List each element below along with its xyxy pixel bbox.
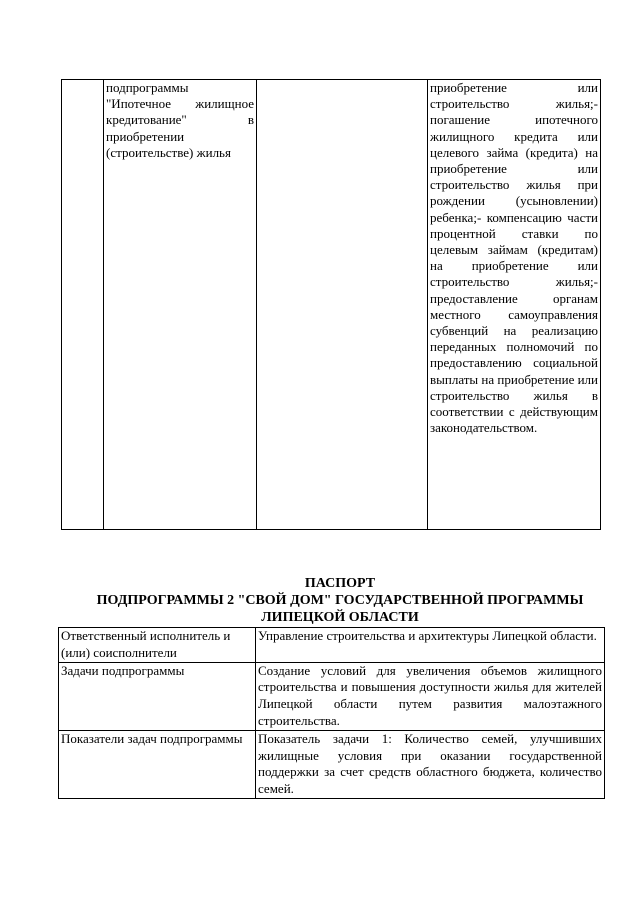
row-number-cell xyxy=(62,80,104,530)
row-value: Управление строительства и архитектуры Липецкой области. xyxy=(256,628,605,663)
passport-title-line2: ЛИПЕЦКОЙ ОБЛАСТИ xyxy=(261,610,419,625)
row-label: Задачи подпрограммы xyxy=(59,662,256,730)
continuation-table xyxy=(61,79,601,530)
passport-title-line1: ПОДПРОГРАММЫ 2 "СВОЙ ДОМ" ГОСУДАРСТВЕННОЙ ПРОГРАММЫ xyxy=(96,593,584,608)
table-row xyxy=(59,662,605,730)
row-label: Ответственный исполнитель и (или) соисполнители xyxy=(59,628,256,663)
row-label: Показатели задач подпрограммы xyxy=(59,730,256,798)
passport-heading: ПАСПОРТ xyxy=(304,576,376,591)
table-row xyxy=(62,80,601,530)
row-value: Показатель задачи 1: Количество семей, улучшивших жилищные условия при оказании государственной поддержки за счет средств областного бюджета, количество семей. xyxy=(256,730,605,798)
measures-cell: приобретение или строительство жилья;- погашение ипотечного жилищного кредита или целевого займа (кредита) на приобретение или строительство жилья при рождении (усыновлении) ребенка;- компенсацию части процентной ставки по целевым займам (кредитам) на приобретение или строительство жилья;- предоставление органам местного самоуправления субвенций на реализацию переданных полномочий по предоставлению социальной выплаты на приобретение или строительство жилья в соответствии с действующим законодательством. xyxy=(428,80,601,530)
empty-cell xyxy=(257,80,428,530)
row-value: Создание условий для увеличения объемов жилищного строительства и повышения доступности жилья для жителей Липецкой области путем развития малоэтажного строительства. xyxy=(256,662,605,730)
table-row xyxy=(59,730,605,798)
subprogram-name-cell: подпрограммы "Ипотечное жилищное кредитование" в приобретении (строительстве) жилья xyxy=(104,80,257,530)
table-row xyxy=(59,628,605,663)
passport-table xyxy=(58,627,605,799)
